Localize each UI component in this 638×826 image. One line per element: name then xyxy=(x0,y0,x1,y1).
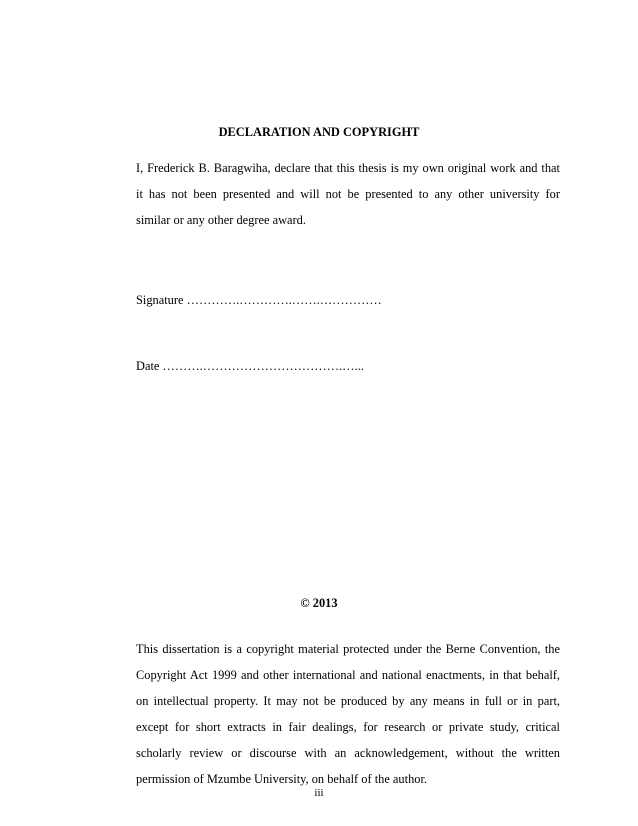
copyright-line: on intellectual property. It may not be produced by any means in full or in part, xyxy=(136,694,560,708)
date-line: Date ……….…………………………….…... xyxy=(136,359,364,373)
page-title: DECLARATION AND COPYRIGHT xyxy=(218,125,420,139)
page-number: iii xyxy=(314,787,324,799)
declaration-line: I, Frederick B. Baragwiha, declare that this thesis is my own original work and that xyxy=(136,161,560,175)
copyright-line: permission of Mzumbe University, on behalf of the author. xyxy=(136,772,428,786)
declaration-line: similar or any other degree award. xyxy=(136,213,306,227)
declaration-line: it has not been presented and will not be presented to any other university for xyxy=(136,187,560,201)
copyright-line: This dissertation is a copyright material protected under the Berne Convention, the xyxy=(136,642,560,656)
copyright-heading: © 2013 xyxy=(300,596,338,610)
signature-line: Signature ………….………….…….…………… xyxy=(136,293,382,307)
copyright-paragraph xyxy=(136,636,560,792)
copyright-line: except for short extracts in fair dealings, for research or private study, critical xyxy=(136,720,560,734)
declaration-paragraph xyxy=(136,155,560,233)
copyright-line: Copyright Act 1999 and other international and national enactments, in that behalf, xyxy=(136,668,560,682)
copyright-line: scholarly review or discourse with an acknowledgement, without the written xyxy=(136,746,560,760)
